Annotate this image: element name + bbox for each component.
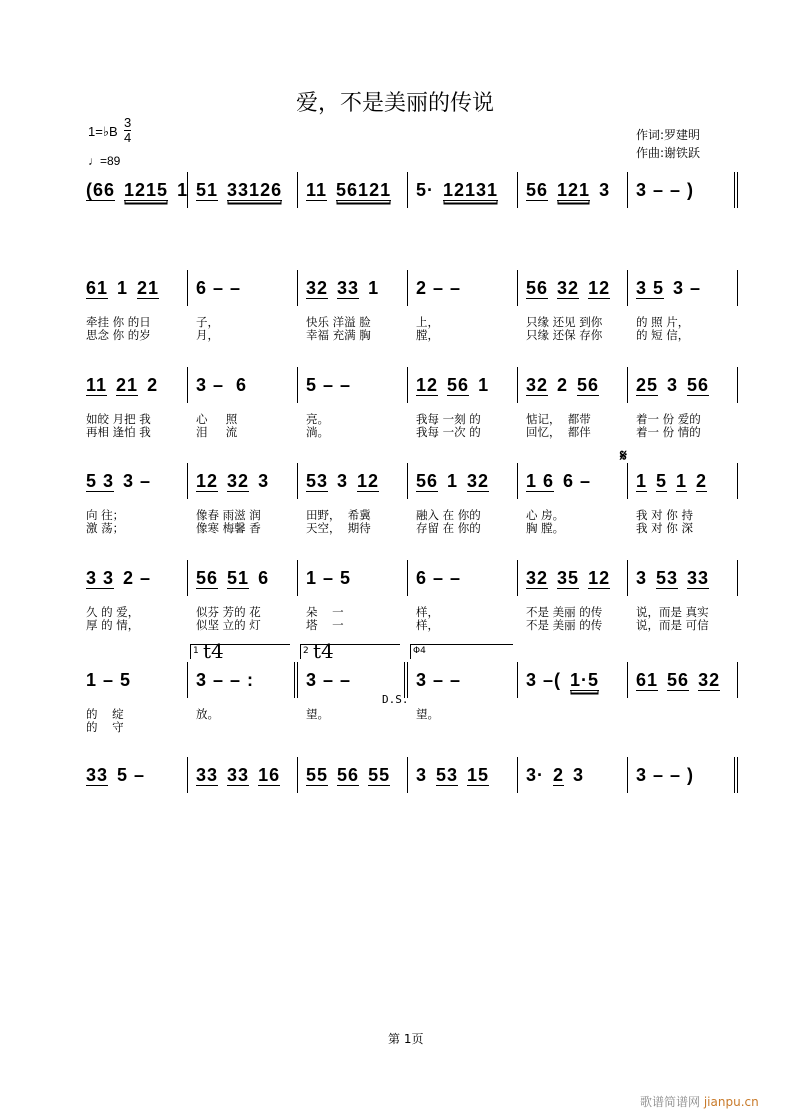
watermark-cn: 歌谱简谱网: [640, 1095, 701, 1109]
note-group: 16: [258, 764, 281, 785]
lyric-cell: 样，: [416, 618, 439, 632]
lyric-cell: 放。: [196, 707, 219, 721]
lyrics-verse-2: [84, 721, 744, 734]
measure: [518, 662, 628, 698]
lyric-cell: 胸 膛。: [526, 521, 565, 535]
lyric-cell: 不是 美丽 的传: [526, 605, 603, 619]
lyric-cell: [634, 708, 744, 721]
note-group: 5·: [416, 180, 435, 200]
measure: [188, 172, 298, 208]
note-group: 32: [526, 374, 549, 395]
measure: [408, 560, 518, 596]
note-group: 1·5: [570, 669, 600, 690]
note-group: 3: [573, 765, 585, 785]
note-group: 32: [698, 669, 721, 690]
watermark-en: jianpu.cn: [703, 1095, 759, 1109]
volta-bracket: [410, 644, 513, 659]
lyric-cell: [304, 721, 414, 734]
note-group: 3 –: [123, 471, 152, 491]
score-line: [78, 560, 738, 600]
measure: [188, 757, 298, 793]
lyrics-verse-2: [84, 329, 744, 342]
score-line: [78, 172, 738, 212]
note-group: 56: [337, 764, 360, 785]
lyric-cell: 塔 一: [306, 618, 344, 632]
note-group: 56: [526, 277, 549, 298]
time-signature: [124, 116, 131, 145]
note-group: 61: [86, 277, 109, 298]
measure: [188, 560, 298, 596]
lyric-cell: 泪 流: [196, 425, 238, 439]
note-group: 1: [368, 278, 380, 298]
note-group: 15: [467, 764, 490, 785]
note-group: 2 – –: [416, 278, 462, 298]
note-group: 56: [416, 470, 439, 491]
lyric-cell: 着一 份 情的: [636, 425, 701, 439]
lyric-cell: 如皎 月把 我: [86, 412, 151, 426]
measure: [518, 270, 628, 306]
measure: [628, 463, 738, 499]
note-group: 3·: [526, 765, 545, 785]
lyric-cell: 融入 在 你的: [416, 508, 481, 522]
measure: [188, 270, 298, 306]
note-group: 2: [553, 764, 565, 785]
note-group: 32: [306, 277, 329, 298]
note-group: 55: [306, 764, 329, 785]
note-group: 33: [687, 567, 710, 588]
lyric-cell: 我每 一次 的: [416, 425, 481, 439]
note-group: 1: [177, 180, 189, 200]
measure: [628, 757, 738, 793]
lyric-cell: [524, 708, 634, 721]
lyric-cell: 我 对 你 深: [636, 521, 693, 535]
note-group: 3 – –: [306, 670, 352, 690]
lyric-cell: 像寒 梅馨 香: [196, 521, 261, 535]
measure: [518, 172, 628, 208]
measure: [298, 172, 408, 208]
note-group: 3 – – :: [196, 670, 255, 690]
note-group: 56: [196, 567, 219, 588]
score-line: [78, 463, 738, 503]
lyric-cell: 思念 你 的岁: [86, 328, 151, 342]
note-group: 2 –: [123, 568, 152, 588]
lyric-cell: [524, 721, 634, 734]
tempo-mark: ♩=89: [88, 154, 121, 168]
lyric-cell: 心 房。: [526, 508, 565, 522]
lyric-cell: 望。: [416, 707, 439, 721]
measure: [408, 646, 518, 698]
note-group: 3 – – ): [636, 765, 695, 785]
measure: [78, 172, 188, 208]
note-group: 12131: [443, 179, 499, 200]
note-group: 3 – – ): [636, 180, 695, 200]
measure: [188, 367, 298, 403]
note-group: 5: [656, 470, 668, 491]
note-group: 53: [436, 764, 459, 785]
note-group: 56: [687, 374, 710, 395]
song-title: 爱，不是美丽的传说: [295, 91, 494, 116]
lyric-cell: 心 照: [196, 412, 238, 426]
lyric-cell: 田野， 希冀: [306, 508, 371, 522]
note-group: 51: [196, 179, 219, 200]
lyric-cell: 只缘 还见 到你: [526, 315, 603, 329]
score-line: [78, 757, 738, 797]
lyric-cell: 幸福 充满 胸: [306, 328, 371, 342]
lyric-cell: 朵 一: [306, 605, 344, 619]
lyric-cell: 似芬 芳的 花: [196, 605, 261, 619]
lyric-cell: 像春 雨滋 润: [196, 508, 261, 522]
watermark: [640, 1093, 759, 1110]
note-group: 3 3: [86, 567, 115, 588]
measure: [408, 172, 518, 208]
note-group: 6 –: [563, 471, 592, 491]
lyric-cell: 月，: [196, 328, 219, 342]
note-group: 21: [116, 374, 139, 395]
lyric-cell: 久 的 爱，: [86, 605, 140, 619]
note-group: 56: [577, 374, 600, 395]
note-group: 21: [137, 277, 160, 298]
key-signature: 1=♭B: [88, 124, 118, 139]
note-group: 11: [306, 179, 328, 200]
measure: [188, 463, 298, 499]
note-group: 1 6: [526, 470, 555, 491]
measure: [518, 463, 628, 499]
score-line: [78, 367, 738, 407]
lyrics-verse-1: [84, 708, 744, 721]
lyric-cell: 再相 逢怕 我: [86, 425, 151, 439]
lyric-cell: 似坚 立的 灯: [196, 618, 261, 632]
note-group: 53: [306, 470, 329, 491]
page-number: 第 1页: [388, 1032, 424, 1046]
note-group: 2: [147, 375, 159, 395]
lyric-cell: 子，: [196, 315, 219, 329]
lyric-cell: 样，: [416, 605, 439, 619]
measure: [298, 560, 408, 596]
lyric-cell: 的 照 片，: [636, 315, 690, 329]
lyric-cell: 着一 份 爱的: [636, 412, 701, 426]
note-group: 3: [337, 471, 349, 491]
note-group: 56121: [336, 179, 392, 200]
measure: [78, 757, 188, 793]
note-group: 12: [588, 277, 611, 298]
note-group: 5 – –: [306, 375, 352, 395]
note-group: 3 –: [673, 278, 702, 298]
note-group: 32: [467, 470, 490, 491]
note-group: 51: [227, 567, 250, 588]
time-sig-top: 3: [124, 115, 132, 130]
lyric-cell: 回忆， 都伴: [526, 425, 591, 439]
measure: [518, 757, 628, 793]
note-group: 56: [447, 374, 470, 395]
measure: [628, 367, 738, 403]
note-group: 2: [696, 470, 708, 491]
measure: [78, 560, 188, 596]
measure: [78, 662, 188, 698]
score-line: [78, 270, 738, 310]
lyric-cell: 向 往；: [86, 508, 125, 522]
note-group: 25: [636, 374, 659, 395]
segno-icon: 𝄋: [620, 446, 627, 465]
measure: [298, 270, 408, 306]
measure: [78, 367, 188, 403]
measure: [408, 757, 518, 793]
note-group: 5 –: [117, 765, 146, 785]
note-group: 6: [258, 568, 270, 588]
volta-bracket: [190, 639, 290, 663]
lyric-cell: 天空， 期待: [306, 521, 371, 535]
note-group: 33126: [227, 179, 283, 200]
lyric-cell: [634, 721, 744, 734]
measure: [628, 560, 738, 596]
note-group: 33: [196, 764, 219, 785]
note-group: 1 – 5: [86, 670, 132, 690]
lyric-cell: 淌。: [306, 425, 329, 439]
measure: [518, 367, 628, 403]
measure: [628, 172, 738, 208]
note-group: 56: [526, 179, 549, 200]
note-group: 3 – –: [416, 670, 462, 690]
lyric-cell: 我 对 你 持: [636, 508, 693, 522]
note-group: 12: [357, 470, 380, 491]
note-group: 32: [227, 470, 250, 491]
lyric-cell: 的 短 信，: [636, 328, 690, 342]
lyric-cell: 我每 一刻 的: [416, 412, 481, 426]
lyric-cell: 亮。: [306, 412, 329, 426]
note-group: 1: [676, 470, 688, 491]
note-group: (66: [86, 179, 116, 200]
note-group: 3: [258, 471, 270, 491]
note-group: 6 – –: [196, 278, 242, 298]
note-group: 3: [599, 180, 611, 200]
measure: [78, 463, 188, 499]
measure: [298, 757, 408, 793]
note-group: 3 –(: [526, 670, 562, 690]
note-group: 33: [86, 764, 109, 785]
note-group: 5 3: [86, 470, 115, 491]
measure: [298, 463, 408, 499]
note-group: 2: [557, 375, 569, 395]
lyric-cell: 说，而是 真实: [636, 605, 709, 619]
lyric-cell: 望。: [306, 707, 329, 721]
note-group: 53: [656, 567, 679, 588]
lyricist-credit: 作词:罗建明: [636, 128, 701, 142]
note-group: 3: [667, 375, 679, 395]
note-group: 61: [636, 669, 659, 690]
measure: [408, 367, 518, 403]
note-group: 12: [588, 567, 611, 588]
note-group: 1: [447, 471, 459, 491]
measure: [188, 639, 298, 698]
note-group: 55: [368, 764, 391, 785]
note-group: 32: [557, 277, 580, 298]
lyrics-verse-2: [84, 522, 744, 535]
lyric-cell: 说，而是 可信: [636, 618, 709, 632]
lyrics-verse-2: [84, 619, 744, 632]
measure: [628, 270, 738, 306]
lyric-cell: 牵挂 你 的日: [86, 315, 151, 329]
volta-number: 1: [193, 646, 199, 656]
lyric-cell: 上，: [416, 315, 439, 329]
note-group: 1: [478, 375, 490, 395]
measure: [78, 270, 188, 306]
volta-bracket: [300, 639, 400, 663]
lyric-cell: [414, 721, 524, 734]
note-group: 1 – 5: [306, 568, 352, 588]
note-group: 32: [526, 567, 549, 588]
composer-credit: 作曲:谢铁跃: [636, 146, 701, 160]
lyric-cell: 膛，: [416, 328, 439, 342]
note-group: 3: [416, 765, 428, 785]
lyric-cell: 快乐 洋溢 脸: [306, 315, 371, 329]
lyrics-verse-2: [84, 426, 744, 439]
volta-number: Φ4: [413, 646, 426, 656]
note-group: 121: [557, 179, 591, 200]
note-group: 35: [557, 567, 580, 588]
measure: [628, 662, 738, 698]
note-group: 12: [416, 374, 439, 395]
dal-segno-mark: D.S.: [382, 693, 409, 706]
lyric-cell: 存留 在 你的: [416, 521, 481, 535]
volta-mark: t4: [313, 639, 334, 663]
note-group: 1: [117, 278, 129, 298]
note-group: 1215: [124, 179, 169, 200]
note-group: 1: [636, 470, 648, 491]
lyric-cell: [194, 721, 304, 734]
measure: [408, 270, 518, 306]
note-group: 11: [86, 374, 108, 395]
note-group: 3: [636, 568, 648, 588]
volta-number: 2: [303, 646, 309, 656]
measure: [518, 560, 628, 596]
lyric-cell: 激 荡；: [86, 521, 125, 535]
note-group: 33: [227, 764, 250, 785]
note-group: 56: [667, 669, 690, 690]
note-group: 6 – –: [416, 568, 462, 588]
measure: [298, 367, 408, 403]
note-group: 3 – 6: [196, 375, 248, 395]
lyric-cell: 不是 美丽 的传: [526, 618, 603, 632]
lyric-cell: 的 绽: [86, 707, 124, 721]
lyric-cell: 的 守: [86, 720, 124, 734]
time-sig-bottom: 4: [124, 130, 132, 145]
lyric-cell: 只缘 还保 存你: [526, 328, 603, 342]
lyric-cell: 惦记， 都带: [526, 412, 591, 426]
volta-mark: t4: [203, 639, 224, 663]
note-group: 12: [196, 470, 219, 491]
note-group: 3 5: [636, 277, 665, 298]
note-group: 33: [337, 277, 360, 298]
lyric-cell: 厚 的 情，: [86, 618, 140, 632]
measure: [408, 463, 518, 499]
